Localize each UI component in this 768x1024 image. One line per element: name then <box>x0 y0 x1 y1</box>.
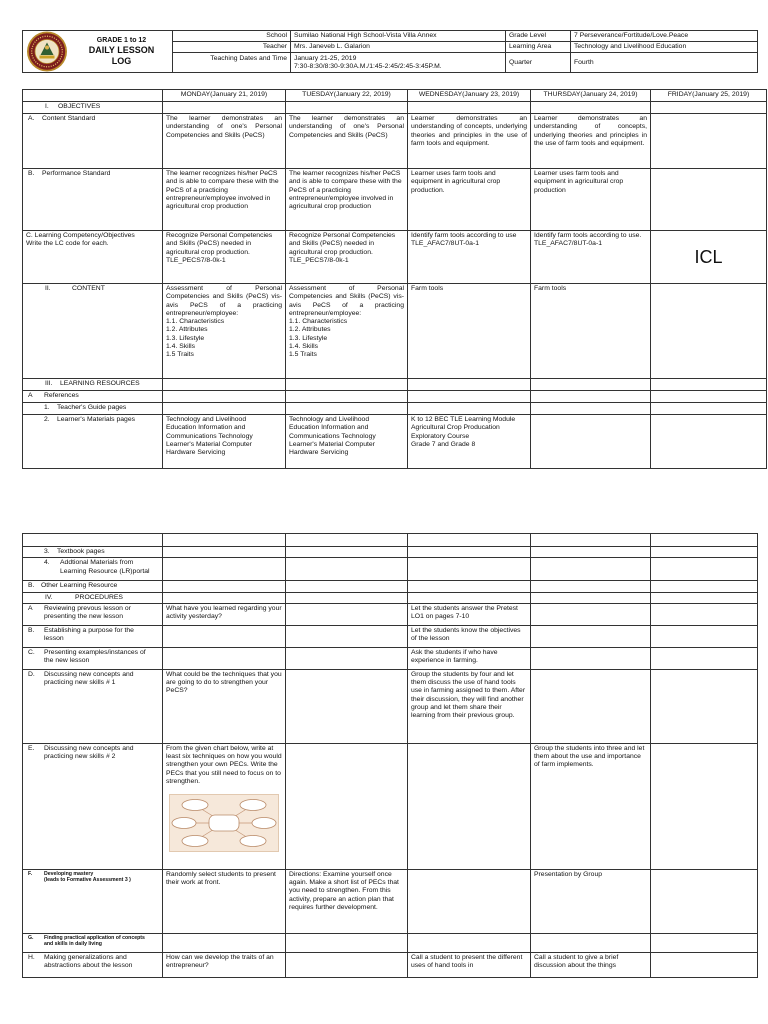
table-row <box>23 169 767 231</box>
row-label-text: Textbook pages <box>57 548 105 555</box>
row-label-marker: E. <box>28 744 35 752</box>
row-label-marker: 3. <box>44 548 50 555</box>
row-label-marker: 4. <box>44 559 50 567</box>
row-label <box>26 954 159 971</box>
row-label-marker: I. <box>45 103 49 110</box>
monday-cell-text: What have you learned regarding your activity yesterday? <box>166 604 282 621</box>
wednesday-cell <box>408 391 531 403</box>
row-label-cell <box>23 169 163 231</box>
row-label-cell <box>23 592 163 603</box>
row-label-text: Teacher's Guide pages <box>57 404 127 411</box>
teacher-label: Teacher <box>173 42 291 53</box>
row-label-marker: D. <box>28 670 35 678</box>
tuesday-cell <box>286 581 408 592</box>
friday-cell <box>651 669 758 743</box>
header-row-school <box>23 31 758 42</box>
title-log-line: LOG <box>111 56 132 66</box>
row-label <box>26 649 159 666</box>
row-label-text: OBJECTIVES <box>58 103 101 110</box>
friday-cell <box>651 284 767 379</box>
row-label <box>26 548 159 556</box>
document-title <box>71 36 172 67</box>
wednesday-cell <box>408 952 531 977</box>
table-row <box>23 231 767 284</box>
monday-cell <box>163 581 286 592</box>
table-row <box>23 415 767 469</box>
row-label <box>26 232 159 249</box>
school-value: Sumilao National High School-Vista Villa Annex <box>291 31 506 42</box>
table-row <box>23 558 758 581</box>
row-label-text: Making generalizations and abstractions about the lesson <box>44 953 133 970</box>
corner-cell <box>23 90 163 102</box>
tuesday-cell-text: The learner recognizes his/her PeCS and is able to compare these with the PeCS of a practicing entrepreneur/employee involved in agricultural crop production <box>289 170 402 211</box>
row-label-marker: A <box>28 392 33 399</box>
grade-level-label: Grade Level <box>506 31 571 42</box>
teaching-time: 7:30-8:30/8:30-9:30A.M./1:45-2:45/2:45-3:45P.M. <box>294 63 442 70</box>
table-row <box>23 102 767 114</box>
friday-cell <box>651 379 767 391</box>
monday-cell-text: Randomly select students to present their work at front. <box>166 870 276 887</box>
row-label-text: Establishing a purpose for the lesson <box>44 626 134 643</box>
row-label-text: Learner's Materials pages <box>57 416 135 423</box>
grade-level-value: 7 Perseverance/Fortitude/Love.Peace <box>571 31 758 42</box>
row-label-text: Developing mastery (leads to Formative Assessment 3 ) <box>44 870 131 884</box>
row-label <box>26 380 159 388</box>
row-label-cell <box>23 114 163 169</box>
monday-cell-text: Assessment of Personal Competencies and Skills (PeCS) vis-avis PeCS of a practicing entrepreneur/employee: 1.1. Characteristics 1.2. Attributes 1.3. Lifestyle 1.4. Skills 1.5 Traits <box>166 285 282 359</box>
row-label-cell <box>23 391 163 403</box>
row-label-marker: IV. <box>45 593 53 601</box>
thursday-cell <box>531 625 651 647</box>
tuesday-cell <box>286 647 408 669</box>
thursday-cell <box>531 415 651 469</box>
row-label <box>26 627 159 644</box>
row-label-cell <box>23 547 163 558</box>
monday-cell <box>163 391 286 403</box>
row-label <box>26 285 159 293</box>
row-label <box>26 582 159 590</box>
wednesday-cell <box>408 603 531 625</box>
tuesday-cell <box>286 743 408 869</box>
row-label-marker: G. <box>28 934 34 941</box>
friday-cell <box>651 415 767 469</box>
day-header-row <box>23 90 767 102</box>
lesson-table-page-1 <box>22 89 767 469</box>
thursday-cell <box>531 534 651 547</box>
thursday-cell <box>531 869 651 933</box>
monday-cell <box>163 114 286 169</box>
table-row <box>23 592 758 603</box>
wednesday-cell <box>408 558 531 581</box>
table-row <box>23 952 758 977</box>
monday-cell <box>163 231 286 284</box>
wednesday-cell <box>408 647 531 669</box>
thursday-cell <box>531 581 651 592</box>
monday-cell-text: How can we develop the traits of an entrepreneur? <box>166 953 274 970</box>
tuesday-cell <box>286 669 408 743</box>
tuesday-cell-text: Technology and Livelihood Education Information and Communications Technology Learner's Material Computer Hardware Servicing <box>289 416 376 457</box>
pecs-chart-diagram <box>169 794 279 852</box>
monday-cell <box>163 743 286 869</box>
friday-cell <box>651 391 767 403</box>
row-label <box>26 594 159 602</box>
row-label <box>26 605 159 622</box>
monday-cell <box>163 647 286 669</box>
tuesday-cell-text: Directions: Examine yourself once again. Make a short list of PECs that you need to strengthen. From this activity, prepare an action plan that requires further development. <box>289 870 399 912</box>
friday-cell <box>651 603 758 625</box>
wednesday-cell-text: Let the students answer the Pretest LO1 on pages 7-10 <box>411 604 518 621</box>
row-label-text: Other Learning Resource <box>41 582 118 590</box>
monday-cell <box>163 102 286 114</box>
wednesday-cell <box>408 534 531 547</box>
friday-cell <box>651 547 758 558</box>
wednesday-cell-text: Learner uses farm tools and equipment in agricultural crop production. <box>411 170 501 194</box>
row-label-text: C. Learning Competency/Objectives Write the LC code for each. <box>26 232 135 248</box>
thursday-cell-text: Identify farm tools according to use. TLE_AFAC7/8UT-0a-1 <box>534 232 642 248</box>
monday-cell <box>163 952 286 977</box>
row-label-marker: III. <box>45 380 53 387</box>
row-label-text: Reviewing prevous lesson or presenting the new lesson <box>44 604 131 621</box>
table-row <box>23 933 758 952</box>
row-label <box>26 745 159 762</box>
friday-cell <box>651 231 767 284</box>
thursday-cell <box>531 952 651 977</box>
row-label-cell <box>23 415 163 469</box>
thursday-cell-text: Farm tools <box>534 285 567 292</box>
row-label-marker: A <box>28 604 33 612</box>
school-label: School <box>173 31 291 42</box>
row-label-cell <box>23 869 163 933</box>
wednesday-cell <box>408 592 531 603</box>
wednesday-cell <box>408 231 531 284</box>
learning-area-value: Technology and Livelihood Education <box>571 42 758 53</box>
learning-area-label: Learning Area <box>506 42 571 53</box>
row-label <box>26 416 159 424</box>
monday-cell-text: The learner demonstrates an understanding of one's Personal Competencies and Skills (PeCS) <box>166 115 282 139</box>
tuesday-cell <box>286 379 408 391</box>
monday-cell-text: What could be the techniques that you are going to do to strengthen your PeCS? <box>166 670 282 695</box>
thursday-cell <box>531 379 651 391</box>
monday-cell <box>163 403 286 415</box>
thursday-cell <box>531 669 651 743</box>
row-label-text: Content Standard <box>42 115 96 122</box>
monday-cell <box>163 547 286 558</box>
friday-cell <box>651 114 767 169</box>
wednesday-cell-text: Farm tools <box>411 285 444 292</box>
teaching-dates-label: Teaching Dates and Time <box>173 53 291 73</box>
thursday-cell <box>531 403 651 415</box>
monday-cell <box>163 869 286 933</box>
row-label <box>26 115 159 123</box>
tuesday-cell <box>286 114 408 169</box>
thursday-cell <box>531 743 651 869</box>
row-label-marker: H. <box>28 953 35 961</box>
teaching-dates: January 21-25, 2019 <box>294 55 357 62</box>
wednesday-cell-text: Ask the students if who have experience in farming. <box>411 648 498 665</box>
tuesday-cell <box>286 558 408 581</box>
friday-cell <box>651 647 758 669</box>
thursday-cell <box>531 547 651 558</box>
thursday-cell <box>531 603 651 625</box>
row-label-text: LEARNING RESOURCES <box>60 380 140 387</box>
thursday-cell-text: Group the students into three and let them about the use and importance of farm implements. <box>534 744 645 769</box>
friday-cell <box>651 581 758 592</box>
row-label <box>26 392 159 400</box>
thursday-cell <box>531 558 651 581</box>
wednesday-cell <box>408 114 531 169</box>
table-row <box>23 547 758 558</box>
row-label-marker: 2. <box>44 416 50 423</box>
row-label-text: References <box>44 392 79 399</box>
friday-header: FRIDAY(January 25, 2019) <box>651 90 767 102</box>
row-label <box>26 935 159 948</box>
row-label-cell <box>23 625 163 647</box>
friday-cell <box>651 952 758 977</box>
monday-cell-text: The learner recognizes his/her PeCS and is able to compare these with the PeCS of a practicing entrepreneur/employee involved in agricultural crop production <box>166 170 279 211</box>
tuesday-cell <box>286 625 408 647</box>
table-row <box>23 114 767 169</box>
row-label-text: Addtional Materials from Learning Resource (LR)portal <box>60 559 150 575</box>
tuesday-cell <box>286 415 408 469</box>
thursday-cell <box>531 647 651 669</box>
thursday-cell <box>531 231 651 284</box>
thursday-cell-text: Call a student to give a brief discussion about the things <box>534 953 619 970</box>
row-label-marker: B. <box>28 626 35 634</box>
monday-cell <box>163 379 286 391</box>
wednesday-cell <box>408 869 531 933</box>
wednesday-cell <box>408 403 531 415</box>
thursday-header: THURSDAY(January 24, 2019) <box>531 90 651 102</box>
wednesday-cell-text: K to 12 BEC TLE Learning Module Agricultural Crop Producation Exploratory Course Grade 7 and Grade 8 <box>411 416 516 448</box>
monday-cell-text: Recognize Personal Competencies and Skills (PeCS) needed in agricultural crop production. TLE_PECS7/8-0k-1 <box>166 232 273 264</box>
row-label-text: Performance Standard <box>42 170 111 177</box>
title-grade-line: GRADE 1 to 12 <box>96 37 147 44</box>
row-label-cell <box>23 603 163 625</box>
tuesday-cell <box>286 403 408 415</box>
monday-cell <box>163 558 286 581</box>
tuesday-cell-text: The learner demonstrates an understanding of one's Personal Competencies and Skills (PeCS) <box>289 115 404 139</box>
quarter-label: Quarter <box>506 53 571 73</box>
table-row <box>23 534 758 547</box>
wednesday-cell <box>408 169 531 231</box>
row-label-cell <box>23 952 163 977</box>
thursday-cell <box>531 284 651 379</box>
wednesday-cell <box>408 743 531 869</box>
table-row <box>23 625 758 647</box>
friday-cell <box>651 625 758 647</box>
thursday-cell-text: Learner demonstrates an understanding of concepts, underlying theories and principles in the use of farm tools and equipment. <box>534 115 647 147</box>
wednesday-cell-text: Call a student to present the different uses of hand tools in <box>411 953 523 970</box>
row-label <box>26 170 159 178</box>
monday-cell <box>163 169 286 231</box>
row-label-cell <box>23 581 163 592</box>
friday-cell <box>651 592 758 603</box>
row-label-cell <box>23 647 163 669</box>
row-label-cell <box>23 102 163 114</box>
friday-cell-text: ICL <box>694 247 723 267</box>
row-label-text: Presenting examples/instances of the new lesson <box>44 648 146 665</box>
wednesday-header: WEDNESDAY(January 23, 2019) <box>408 90 531 102</box>
wednesday-cell-text: Group the students by four and let them discuss the use of hand tools use in farming assigned to them. After their discussion, they will find another group and let them share their learning from their previous group. <box>411 670 526 720</box>
friday-cell <box>651 403 767 415</box>
tuesday-cell-text: Recognize Personal Competencies and Skills (PeCS) needed in agricultural crop production. TLE_PECS7/8-0k-1 <box>289 232 396 264</box>
monday-cell <box>163 669 286 743</box>
row-label-cell <box>23 743 163 869</box>
friday-cell <box>651 933 758 952</box>
friday-cell <box>651 169 767 231</box>
wednesday-cell-text: Identify farm tools according to use TLE_AFAC7/8UT-0a-1 <box>411 232 517 248</box>
row-label-cell <box>23 231 163 284</box>
wednesday-cell <box>408 669 531 743</box>
monday-cell <box>163 625 286 647</box>
row-label-cell <box>23 403 163 415</box>
friday-cell <box>651 558 758 581</box>
row-label-cell <box>23 284 163 379</box>
table-row <box>23 391 767 403</box>
friday-cell <box>651 102 767 114</box>
row-label-marker: C. <box>28 648 35 656</box>
thursday-cell <box>531 592 651 603</box>
teacher-value: Mrs. Janeveb L. Galarion <box>291 42 506 53</box>
row-label-text: CONTENT <box>72 285 105 292</box>
row-label-cell <box>23 558 163 581</box>
tuesday-cell-text: Assessment of Personal Competencies and Skills (PeCS) vis-avis PeCS of a practicing entrepreneur/employee: 1.1. Characteristics 1.2. Attributes 1.3. Lifestyle 1.4. Skills 1.5 Traits <box>289 285 404 359</box>
table-row <box>23 581 758 592</box>
wednesday-cell <box>408 284 531 379</box>
tuesday-header: TUESDAY(January 22, 2019) <box>286 90 408 102</box>
row-label-marker: II. <box>45 285 51 292</box>
tuesday-cell <box>286 547 408 558</box>
monday-cell <box>163 933 286 952</box>
row-label-marker: B. <box>28 582 35 590</box>
title-block <box>23 31 172 72</box>
table-row <box>23 284 767 379</box>
wednesday-cell <box>408 933 531 952</box>
school-seal-logo <box>23 31 71 72</box>
wednesday-cell <box>408 581 531 592</box>
tuesday-cell <box>286 102 408 114</box>
tuesday-cell <box>286 169 408 231</box>
friday-cell <box>651 743 758 869</box>
row-label-marker: 1. <box>44 404 50 411</box>
row-label-text: Discussing new concepts and practicing new skills # 2 <box>44 744 134 761</box>
wednesday-cell-text: Let the students know the objectives of the lesson <box>411 626 521 643</box>
row-label <box>26 559 159 576</box>
lesson-table-page-2 <box>22 533 758 978</box>
monday-cell-text: Technology and Livelihood Education Information and Communications Technology Learner's Material Computer Hardware Servicing <box>166 416 253 457</box>
title-cell <box>23 31 173 73</box>
lesson-log-header <box>22 30 758 73</box>
table-row <box>23 647 758 669</box>
thursday-cell-text: Learner uses farm tools and equipment in agricultural crop production <box>534 170 624 194</box>
thursday-cell-text: Presentation by Group <box>534 870 603 878</box>
row-label-cell <box>23 534 163 547</box>
row-label-marker: F. <box>28 870 33 877</box>
title-daily-lesson-line: DAILY LESSON <box>88 45 155 55</box>
table-row <box>23 403 767 415</box>
monday-cell <box>163 284 286 379</box>
tuesday-cell <box>286 933 408 952</box>
table-row <box>23 669 758 743</box>
tuesday-cell <box>286 231 408 284</box>
thursday-cell <box>531 933 651 952</box>
row-label-cell <box>23 379 163 391</box>
thursday-cell <box>531 169 651 231</box>
tuesday-cell <box>286 603 408 625</box>
wednesday-cell-text: Learner demonstrates an understanding of concepts, underlying theories and principles in the use of farm tools and equipment. <box>411 115 527 147</box>
table-row <box>23 603 758 625</box>
monday-cell-text: From the given chart below, write at least six techniques on how you would strengthen your own PECs. Write the PECs that you still need to focus on to strengthen. <box>166 744 282 786</box>
tuesday-cell <box>286 952 408 977</box>
row-label <box>26 671 159 688</box>
row-label-marker: A. <box>28 115 35 122</box>
friday-cell <box>651 869 758 933</box>
wednesday-cell <box>408 102 531 114</box>
wednesday-cell <box>408 625 531 647</box>
teaching-dates-value <box>291 53 506 73</box>
row-label <box>26 871 159 884</box>
thursday-cell <box>531 114 651 169</box>
row-label-cell <box>23 933 163 952</box>
monday-cell <box>163 592 286 603</box>
table-row <box>23 379 767 391</box>
thursday-cell <box>531 102 651 114</box>
row-label <box>26 404 159 412</box>
row-label-marker: B. <box>28 170 35 177</box>
tuesday-cell <box>286 284 408 379</box>
row-label-text: Discussing new concepts and practicing new skills # 1 <box>44 670 134 687</box>
tuesday-cell <box>286 391 408 403</box>
row-label-cell <box>23 669 163 743</box>
tuesday-cell <box>286 592 408 603</box>
tuesday-cell <box>286 534 408 547</box>
monday-cell <box>163 534 286 547</box>
thursday-cell <box>531 391 651 403</box>
tuesday-cell <box>286 869 408 933</box>
table-row <box>23 743 758 869</box>
friday-cell <box>651 534 758 547</box>
row-label-text: Finding practical application of concepts and skills in daily living <box>44 934 145 948</box>
monday-cell <box>163 415 286 469</box>
wednesday-cell <box>408 547 531 558</box>
wednesday-cell <box>408 415 531 469</box>
wednesday-cell <box>408 379 531 391</box>
monday-cell <box>163 603 286 625</box>
monday-header: MONDAY(January 21, 2019) <box>163 90 286 102</box>
row-label-text: PROCEDURES <box>75 593 123 601</box>
quarter-value: Fourth <box>571 53 758 73</box>
table-row <box>23 869 758 933</box>
row-label <box>26 103 159 111</box>
